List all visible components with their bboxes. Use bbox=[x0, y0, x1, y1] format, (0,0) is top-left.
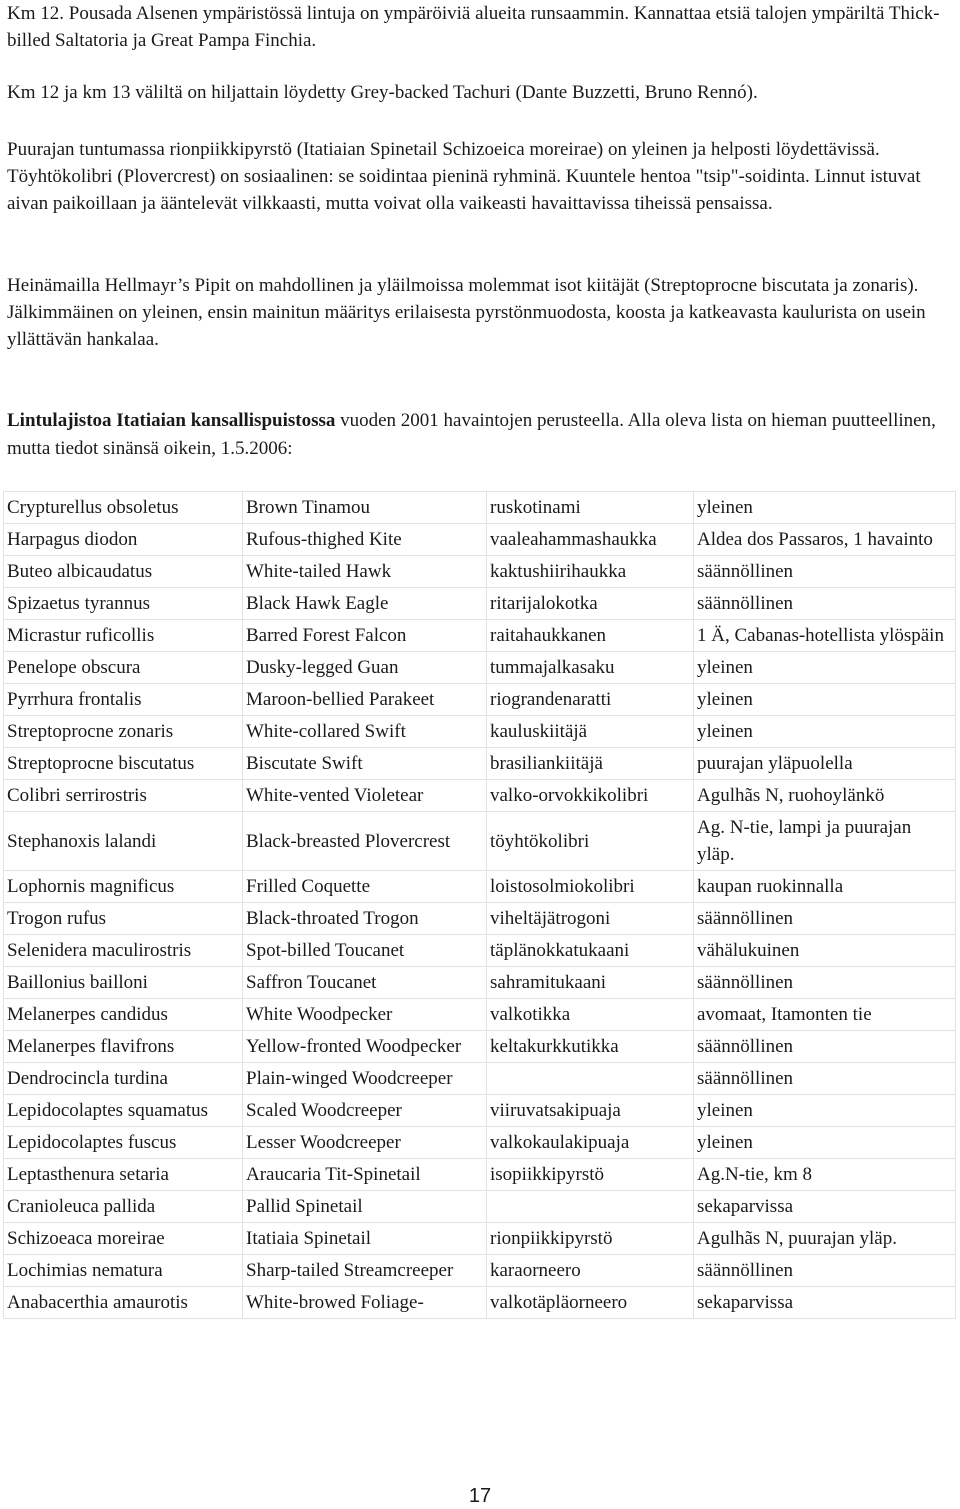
finnish-name-cell: valkokaulakipuaja bbox=[487, 1127, 694, 1159]
table-row bbox=[4, 935, 956, 967]
species-table-body bbox=[4, 492, 956, 1319]
english-name-cell: White-vented Violetear bbox=[243, 780, 487, 812]
notes-cell: Ag. N-tie, lampi ja puurajan yläp. bbox=[694, 812, 956, 871]
species-table bbox=[3, 491, 956, 1319]
finnish-name-cell: vaaleahammashaukka bbox=[487, 524, 694, 556]
notes-cell: yleinen bbox=[694, 684, 956, 716]
english-name-cell: Black-breasted Plovercrest bbox=[243, 812, 487, 871]
notes-cell: yleinen bbox=[694, 1127, 956, 1159]
notes-cell: säännöllinen bbox=[694, 1255, 956, 1287]
table-row bbox=[4, 524, 956, 556]
paragraph-treeline: Puurajan tuntumassa rionpiikkipyrstö (Itatiaian Spinetail Schizoeica moreirae) on yleinen ja helposti löydettävissä. Töyhtökolibri (Plovercrest) on sosiaalinen: se soidintaa pieninä ryhminä. Kuuntele hentoa "tsip"-soidinta. Linnut istuvat aivan paikoillaan ja ääntelevät vilkkaasti, mutta voivat olla vaikeasti havaittavissa tiheissä pensaissa. bbox=[7, 139, 921, 214]
table-row bbox=[4, 812, 956, 871]
scientific-name-cell: Cranioleuca pallida bbox=[4, 1191, 243, 1223]
paragraph-km12: Km 12. Pousada Alsenen ympäristössä lintuja on ympäröiviä alueita runsaammin. Kannattaa etsiä talojen ympäriltä Thick-billed Saltatoria ja Great Pampa Finchia. bbox=[7, 3, 940, 51]
english-name-cell: Dusky-legged Guan bbox=[243, 652, 487, 684]
scientific-name-cell: Dendrocincla turdina bbox=[4, 1063, 243, 1095]
table-row bbox=[4, 1063, 956, 1095]
table-row bbox=[4, 1223, 956, 1255]
english-name-cell: Frilled Coquette bbox=[243, 871, 487, 903]
scientific-name-cell: Schizoeaca moreirae bbox=[4, 1223, 243, 1255]
table-row bbox=[4, 1191, 956, 1223]
scientific-name-cell: Trogon rufus bbox=[4, 903, 243, 935]
notes-cell: sekaparvissa bbox=[694, 1287, 956, 1319]
notes-cell: Aldea dos Passaros, 1 havainto bbox=[694, 524, 956, 556]
notes-cell: vähälukuinen bbox=[694, 935, 956, 967]
english-name-cell: Black-throated Trogon bbox=[243, 903, 487, 935]
notes-cell: Agulhãs N, puurajan yläp. bbox=[694, 1223, 956, 1255]
finnish-name-cell: tummajalkasaku bbox=[487, 652, 694, 684]
finnish-name-cell: töyhtökolibri bbox=[487, 812, 694, 871]
english-name-cell: Pallid Spinetail bbox=[243, 1191, 487, 1223]
notes-cell: kaupan ruokinnalla bbox=[694, 871, 956, 903]
scientific-name-cell: Harpagus diodon bbox=[4, 524, 243, 556]
table-row bbox=[4, 1127, 956, 1159]
finnish-name-cell: ritarijalokotka bbox=[487, 588, 694, 620]
notes-cell: yleinen bbox=[694, 492, 956, 524]
scientific-name-cell: Lepidocolaptes squamatus bbox=[4, 1095, 243, 1127]
table-row bbox=[4, 1031, 956, 1063]
finnish-name-cell: sahramitukaani bbox=[487, 967, 694, 999]
english-name-cell: Black Hawk Eagle bbox=[243, 588, 487, 620]
finnish-name-cell: raitahaukkanen bbox=[487, 620, 694, 652]
notes-cell: säännöllinen bbox=[694, 1031, 956, 1063]
notes-cell: Ag.N-tie, km 8 bbox=[694, 1159, 956, 1191]
english-name-cell: Biscutate Swift bbox=[243, 748, 487, 780]
table-row bbox=[4, 1255, 956, 1287]
english-name-cell: Scaled Woodcreeper bbox=[243, 1095, 487, 1127]
notes-cell: Agulhãs N, ruohoylänkö bbox=[694, 780, 956, 812]
notes-cell: yleinen bbox=[694, 1095, 956, 1127]
scientific-name-cell: Leptasthenura setaria bbox=[4, 1159, 243, 1191]
species-list-subtitle: vuoden 2001 havaintojen perusteella. Alla oleva lista on hieman puutteellinen, mutta tiedot sinänsä oikein, 1.5.2006: bbox=[7, 410, 936, 459]
finnish-name-cell: valkotäpläorneero bbox=[487, 1287, 694, 1319]
paragraph-meadows: Heinämailla Hellmayr’s Pipit on mahdollinen ja yläilmoissa molemmat isot kiitäjät (Streptoprocne biscutata ja zonaris). Jälkimmäinen on yleinen, ensin mainitun määritys erilaisesta pyrstönmuodosta, koosta ja katkeavasta kaulurista on usein yllättävän hankalaa. bbox=[7, 275, 926, 350]
scientific-name-cell: Lepidocolaptes fuscus bbox=[4, 1127, 243, 1159]
table-row bbox=[4, 556, 956, 588]
english-name-cell: Barred Forest Falcon bbox=[243, 620, 487, 652]
scientific-name-cell: Lophornis magnificus bbox=[4, 871, 243, 903]
notes-cell: yleinen bbox=[694, 652, 956, 684]
scientific-name-cell: Melanerpes flavifrons bbox=[4, 1031, 243, 1063]
finnish-name-cell bbox=[487, 1063, 694, 1095]
finnish-name-cell: kauluskiitäjä bbox=[487, 716, 694, 748]
english-name-cell: Rufous-thighed Kite bbox=[243, 524, 487, 556]
finnish-name-cell: rionpiikkipyrstö bbox=[487, 1223, 694, 1255]
table-row bbox=[4, 1159, 956, 1191]
scientific-name-cell: Micrastur ruficollis bbox=[4, 620, 243, 652]
english-name-cell: White-browed Foliage- bbox=[243, 1287, 487, 1319]
table-row bbox=[4, 588, 956, 620]
finnish-name-cell: keltakurkkutikka bbox=[487, 1031, 694, 1063]
notes-cell: avomaat, Itamonten tie bbox=[694, 999, 956, 1031]
table-row bbox=[4, 780, 956, 812]
english-name-cell: Brown Tinamou bbox=[243, 492, 487, 524]
notes-cell: säännöllinen bbox=[694, 588, 956, 620]
finnish-name-cell: loistosolmiokolibri bbox=[487, 871, 694, 903]
scientific-name-cell: Spizaetus tyrannus bbox=[4, 588, 243, 620]
english-name-cell: Araucaria Tit-Spinetail bbox=[243, 1159, 487, 1191]
notes-cell: säännöllinen bbox=[694, 556, 956, 588]
english-name-cell: Itatiaia Spinetail bbox=[243, 1223, 487, 1255]
paragraph-km12-13: Km 12 ja km 13 väliltä on hiljattain löydetty Grey-backed Tachuri (Dante Buzzetti, Bruno Rennó). bbox=[7, 82, 758, 103]
english-name-cell: White Woodpecker bbox=[243, 999, 487, 1031]
english-name-cell: Sharp-tailed Streamcreeper bbox=[243, 1255, 487, 1287]
scientific-name-cell: Streptoprocne zonaris bbox=[4, 716, 243, 748]
finnish-name-cell: valkotikka bbox=[487, 999, 694, 1031]
finnish-name-cell: valko-orvokkikolibri bbox=[487, 780, 694, 812]
finnish-name-cell: viheltäjätrogoni bbox=[487, 903, 694, 935]
species-list-intro bbox=[7, 407, 947, 463]
table-row bbox=[4, 684, 956, 716]
notes-cell: yleinen bbox=[694, 716, 956, 748]
finnish-name-cell: ruskotinami bbox=[487, 492, 694, 524]
finnish-name-cell bbox=[487, 1191, 694, 1223]
table-row bbox=[4, 999, 956, 1031]
scientific-name-cell: Lochimias nematura bbox=[4, 1255, 243, 1287]
notes-cell: 1 Ä, Cabanas-hotellista ylöspäin bbox=[694, 620, 956, 652]
table-row bbox=[4, 1095, 956, 1127]
scientific-name-cell: Buteo albicaudatus bbox=[4, 556, 243, 588]
table-row bbox=[4, 871, 956, 903]
english-name-cell: Saffron Toucanet bbox=[243, 967, 487, 999]
notes-cell: säännöllinen bbox=[694, 903, 956, 935]
english-name-cell: Spot-billed Toucanet bbox=[243, 935, 487, 967]
scientific-name-cell: Streptoprocne biscutatus bbox=[4, 748, 243, 780]
notes-cell: puurajan yläpuolella bbox=[694, 748, 956, 780]
scientific-name-cell: Pyrrhura frontalis bbox=[4, 684, 243, 716]
scientific-name-cell: Anabacerthia amaurotis bbox=[4, 1287, 243, 1319]
english-name-cell: White-tailed Hawk bbox=[243, 556, 487, 588]
table-row bbox=[4, 652, 956, 684]
scientific-name-cell: Crypturellus obsoletus bbox=[4, 492, 243, 524]
english-name-cell: Lesser Woodcreeper bbox=[243, 1127, 487, 1159]
finnish-name-cell: täplänokkatukaani bbox=[487, 935, 694, 967]
table-row bbox=[4, 492, 956, 524]
table-row bbox=[4, 748, 956, 780]
english-name-cell: Yellow-fronted Woodpecker bbox=[243, 1031, 487, 1063]
finnish-name-cell: isopiikkipyrstö bbox=[487, 1159, 694, 1191]
notes-cell: säännöllinen bbox=[694, 967, 956, 999]
scientific-name-cell: Colibri serrirostris bbox=[4, 780, 243, 812]
english-name-cell: Plain-winged Woodcreeper bbox=[243, 1063, 487, 1095]
table-row bbox=[4, 1287, 956, 1319]
table-row bbox=[4, 967, 956, 999]
finnish-name-cell: karaorneero bbox=[487, 1255, 694, 1287]
english-name-cell: White-collared Swift bbox=[243, 716, 487, 748]
scientific-name-cell: Baillonius bailloni bbox=[4, 967, 243, 999]
table-row bbox=[4, 620, 956, 652]
english-name-cell: Maroon-bellied Parakeet bbox=[243, 684, 487, 716]
scientific-name-cell: Stephanoxis lalandi bbox=[4, 812, 243, 871]
finnish-name-cell: brasiliankiitäjä bbox=[487, 748, 694, 780]
page-number: 17 bbox=[468, 1485, 492, 1507]
scientific-name-cell: Selenidera maculirostris bbox=[4, 935, 243, 967]
table-row bbox=[4, 716, 956, 748]
scientific-name-cell: Penelope obscura bbox=[4, 652, 243, 684]
table-row bbox=[4, 903, 956, 935]
finnish-name-cell: kaktushiirihaukka bbox=[487, 556, 694, 588]
scientific-name-cell: Melanerpes candidus bbox=[4, 999, 243, 1031]
finnish-name-cell: viiruvatsakipuaja bbox=[487, 1095, 694, 1127]
notes-cell: säännöllinen bbox=[694, 1063, 956, 1095]
finnish-name-cell: riograndenaratti bbox=[487, 684, 694, 716]
species-list-title: Lintulajistoa Itatiaian kansallispuistossa bbox=[7, 410, 336, 431]
notes-cell: sekaparvissa bbox=[694, 1191, 956, 1223]
